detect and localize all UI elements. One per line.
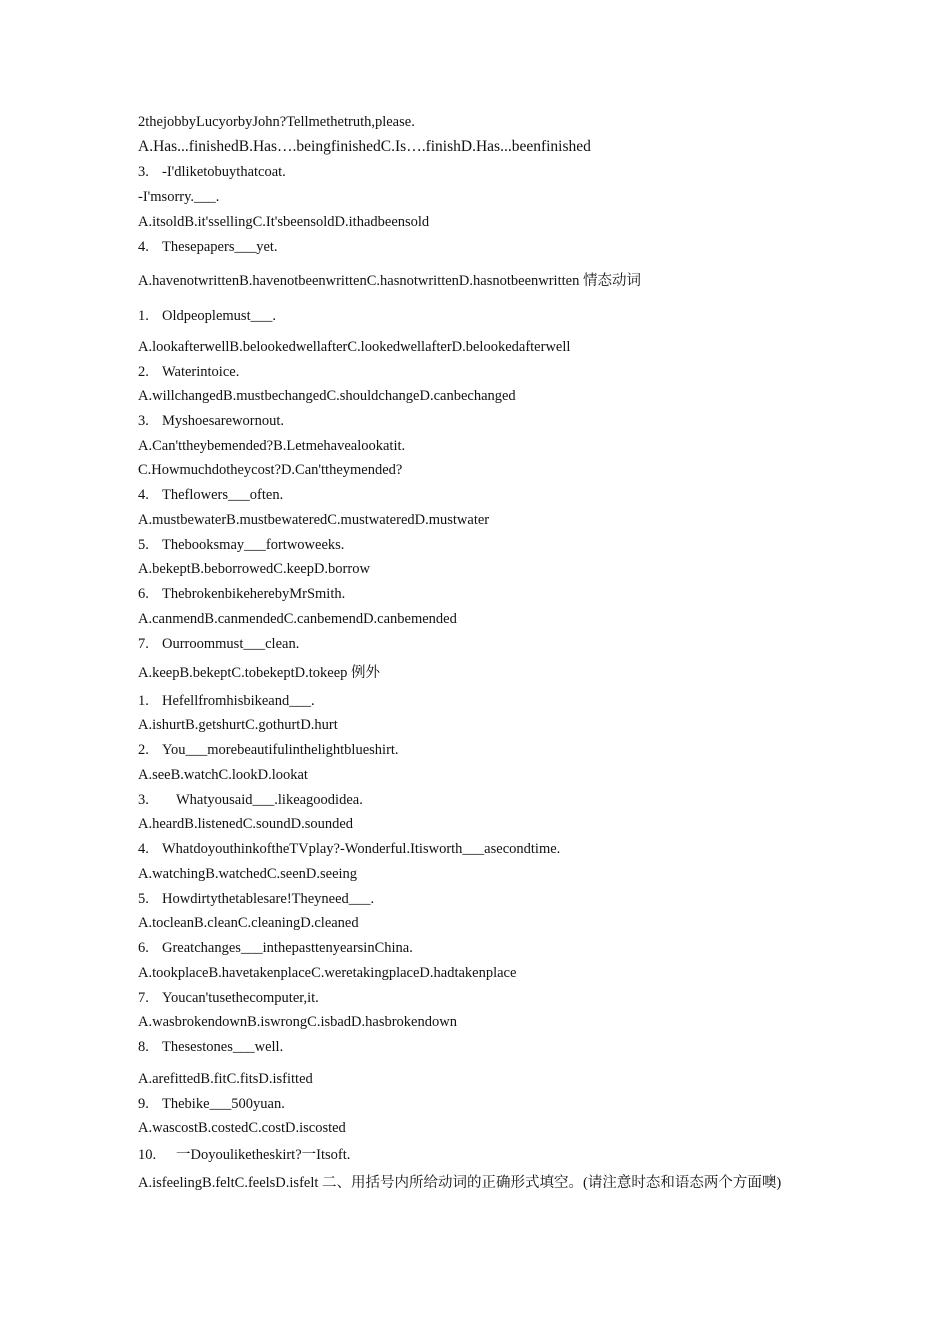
option-line: A.willchangedB.mustbechangedC.shouldchangeD.canbechanged bbox=[138, 388, 516, 404]
option-line: C.Howmuchdotheycost?D.Can'ttheymended? bbox=[138, 462, 403, 478]
question-line: 4. Theflowers___often. bbox=[138, 487, 284, 503]
question-line: 6. ThebrokenbikeherebyMrSmith. bbox=[138, 586, 346, 602]
option-line: A.itsoldB.it'ssellingC.It'sbeensoldD.ithadbeensold bbox=[138, 214, 430, 230]
option-line: A.mustbewaterB.mustbewateredC.mustwateredD.mustwater bbox=[138, 512, 490, 528]
question-line: 3. Whatyousaid___.likeagoodidea. bbox=[138, 792, 363, 808]
question-line: 6. Greatchanges___inthepasttenyearsinChina. bbox=[138, 940, 413, 956]
question-line: 4. WhatdoyouthinkoftheTVplay?-Wonderful.Itisworth___asecondtime. bbox=[138, 841, 561, 857]
option-line: A.arefittedB.fitC.fitsD.isfitted bbox=[138, 1071, 313, 1087]
question-line: 9. Thebike___500yuan. bbox=[138, 1096, 285, 1112]
text-line: -I'msorry.___. bbox=[138, 189, 220, 205]
option-line: A.seeB.watchC.lookD.lookat bbox=[138, 767, 308, 783]
option-line: A.Has...finishedB.Has….beingfinishedC.Is….finishD.Has...beenfinished bbox=[138, 138, 591, 155]
question-line: 3. -I'dliketobuythatcoat. bbox=[138, 164, 286, 180]
option-line: A.watchingB.watchedC.seenD.seeing bbox=[138, 866, 358, 882]
question-line: 8. Thesestones___well. bbox=[138, 1039, 284, 1055]
question-line: 3. Myshoesarewornout. bbox=[138, 413, 285, 429]
option-line: A.Can'ttheybemended?B.Letmehavealookatit. bbox=[138, 438, 406, 454]
question-line: 2. Waterintoice. bbox=[138, 364, 240, 380]
question-line: 5. Howdirtythetablesare!Theyneed___. bbox=[138, 891, 375, 907]
option-line-with-heading: A.keepB.bekeptC.tobekeptD.tokeep 例外 bbox=[138, 665, 381, 681]
option-line: A.wascostB.costedC.costD.iscosted bbox=[138, 1120, 346, 1136]
option-line: A.tocleanB.cleanC.cleaningD.cleaned bbox=[138, 915, 359, 931]
option-line: A.wasbrokendownB.iswrongC.isbadD.hasbrokendown bbox=[138, 1014, 457, 1030]
question-line: 4. Thesepapers___yet. bbox=[138, 239, 278, 255]
question-line: 7. Youcan'tusethecomputer,it. bbox=[138, 990, 319, 1006]
question-line: 5. Thebooksmay___fortwoweeks. bbox=[138, 537, 345, 553]
question-line: 7. Ourroommust___clean. bbox=[138, 636, 300, 652]
option-line: A.bekeptB.beborrowedC.keepD.borrow bbox=[138, 561, 370, 577]
question-line: 1. Hefellfromhisbikeand___. bbox=[138, 693, 315, 709]
option-line: A.ishurtB.getshurtC.gothurtD.hurt bbox=[138, 717, 338, 733]
question-line: 1. Oldpeoplemust___. bbox=[138, 308, 276, 324]
question-line: 10. 一Doyouliketheskirt?一Itsoft. bbox=[138, 1147, 351, 1163]
option-line: A.lookafterwellB.belookedwellafterC.lookedwellafterD.belookedafterwell bbox=[138, 339, 571, 355]
option-line: A.heardB.listenedC.soundD.sounded bbox=[138, 816, 354, 832]
option-line-with-heading: A.havenotwrittenB.havenotbeenwrittenC.hasnotwrittenD.hasnotbeenwritten 情态动词 bbox=[138, 273, 641, 289]
option-line-with-section-heading: A.isfeelingB.feltC.feelsD.isfelt 二、用括号内所给动词的正确形式填空。(请注意时态和语态两个方面噢) bbox=[138, 1175, 782, 1191]
text-line: 2thejobbyLucyorbyJohn?Tellmethetruth,please. bbox=[138, 114, 415, 130]
option-line: A.tookplaceB.havetakenplaceC.weretakingplaceD.hadtakenplace bbox=[138, 965, 517, 981]
question-line: 2. You___morebeautifulinthelightblueshirt. bbox=[138, 742, 399, 758]
option-line: A.canmendB.canmendedC.canbemendD.canbemended bbox=[138, 611, 457, 627]
